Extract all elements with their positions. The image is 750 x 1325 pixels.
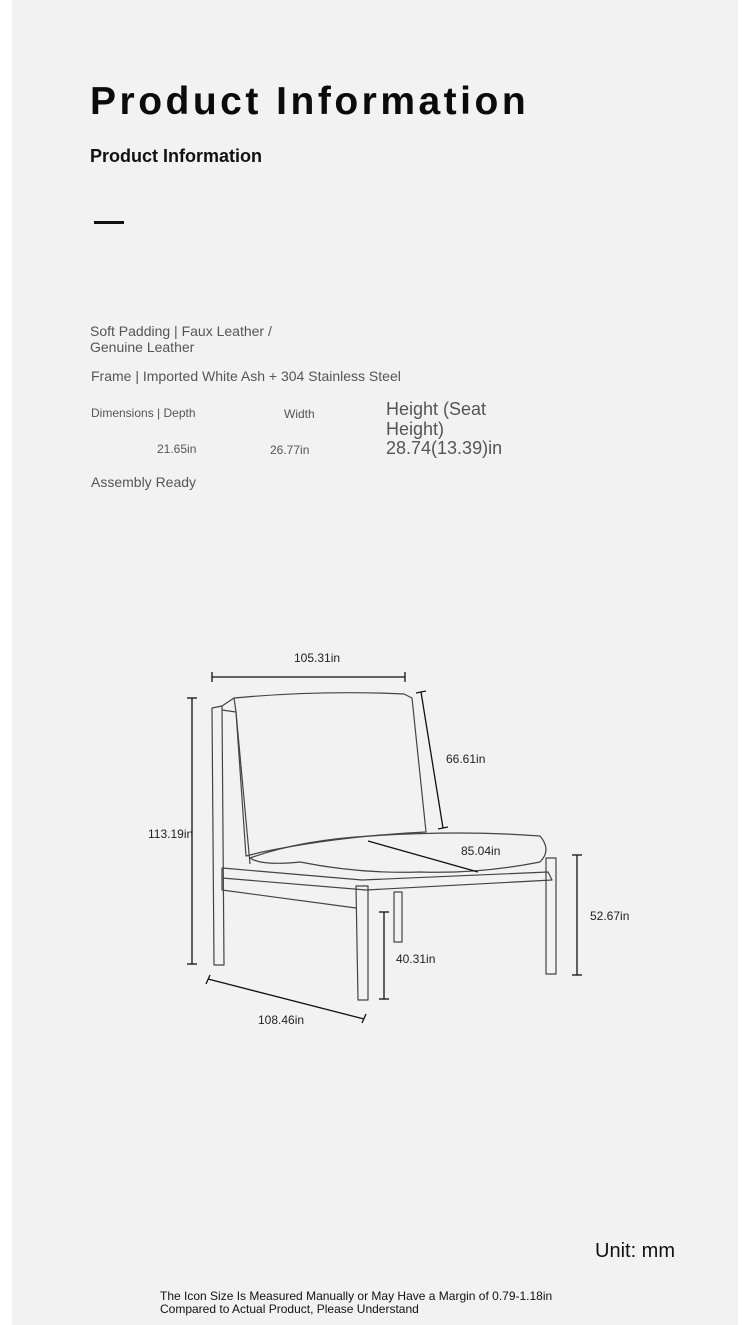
label-total-height: 113.19in <box>148 827 194 841</box>
spec-assembly: Assembly Ready <box>91 474 197 490</box>
unit-label: Unit: mm <box>595 1240 675 1262</box>
label-bottom-width: 108.46in <box>258 1013 305 1027</box>
label-seat-depth: 85.04in <box>461 844 501 858</box>
label-top-width: 105.31in <box>294 651 341 665</box>
spec-frame: Frame | Imported White Ash + 304 Stainless Steel <box>91 368 401 384</box>
title-divider <box>94 221 124 224</box>
label-side-height: 52.67in <box>590 909 630 923</box>
spec-width-value: 26.77in <box>270 443 310 457</box>
spec-dimensions-label: Dimensions | Depth <box>91 406 196 420</box>
spec-material: Soft Padding | Faux Leather / Genuine Leather <box>90 323 272 355</box>
section-subtitle: Product Information <box>90 146 262 166</box>
chair-dimension-diagram <box>12 640 738 1040</box>
spec-height-value: 28.74(13.39)in <box>386 438 503 458</box>
spec-height-label: Height (Seat Height) <box>386 399 487 439</box>
spec-width-label: Width <box>284 407 315 421</box>
label-back-height: 66.61in <box>446 752 486 766</box>
measurement-note: The Icon Size Is Measured Manually or May Have a Margin of 0.79-1.18in Compared to Actual Product, Please Understand <box>160 1289 553 1316</box>
page-title: Product Information <box>90 80 530 123</box>
product-info-page <box>12 0 738 1325</box>
label-seat-height: 40.31in <box>396 952 436 966</box>
spec-depth-value: 21.65in <box>157 442 197 456</box>
dimension-lines <box>187 672 582 1023</box>
